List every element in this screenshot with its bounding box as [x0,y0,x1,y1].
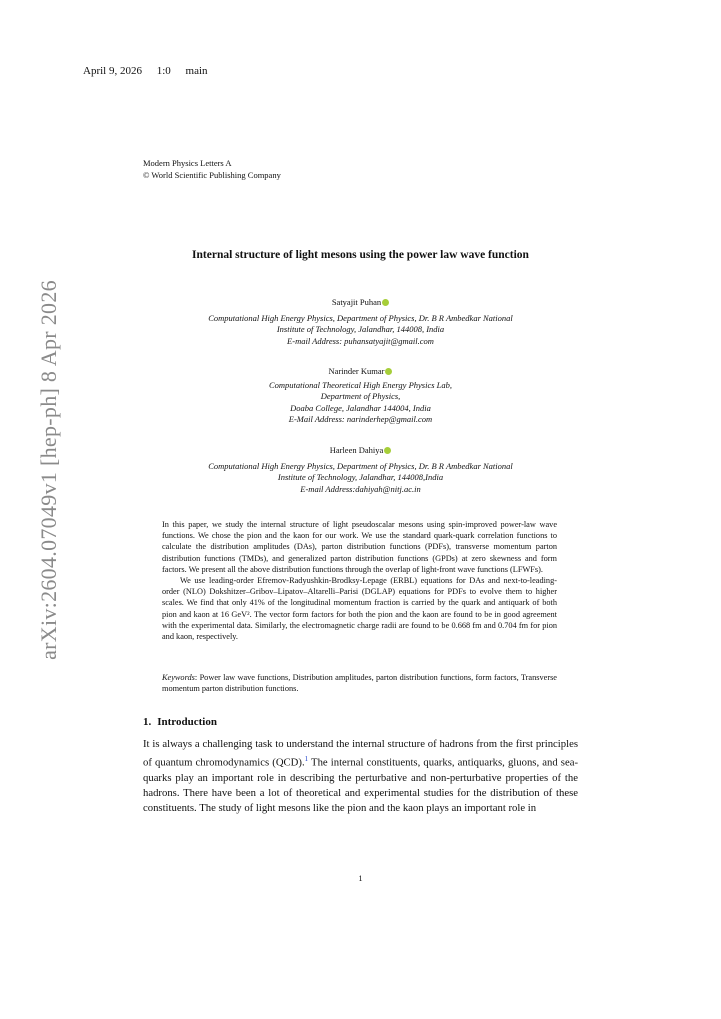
abstract-paragraph: In this paper, we study the internal structure of light pseudoscalar mesons using spin-improved power-law wave functions. We chose the pion and the kaon for our work. We use the standard quark-quark correlation functions to calculate the distribution amplitudes (DAs), parton distribution functions (PDFs), transverse momentum parton distribution functions (TMDs), and generalized parton distribution functions (GPDs) at zero skewness and form factors. We present all the above distribution functions through the overlap of light-front wave functions (LFWFs). [162,520,557,574]
paper-title: Internal structure of light mesons using the power law wave function [192,249,529,261]
keywords-text: : Power law wave functions, Distribution amplitudes, parton distribution functions, form factors, Transverse momentum parton distribution functions. [162,673,557,694]
author-email: E-Mail Address: narinderhep@gmail.com [288,414,433,424]
author-name: Narinder Kumar [328,366,385,376]
journal-info [143,157,281,181]
citation-link[interactable]: 1 [304,755,309,764]
affiliation-line: Institute of Technology, Jalandhar, 144008, India [276,324,445,334]
author-name: Satyajit Puhan [331,297,382,307]
affiliation-line: Computational Theoretical High Energy Physics Lab, [268,379,453,390]
author-block-3 [143,445,578,495]
journal-publisher: © World Scientific Publishing Company [143,170,281,180]
header-time: 1:0 [156,65,171,77]
author-email: E-mail Address: puhansatyajit@gmail.com [287,335,434,346]
orcid-icon[interactable] [385,368,392,375]
arxiv-id: arXiv:2604.07049v1 [hep-ph] 8 Apr 2026 [36,280,62,660]
keywords [162,672,557,694]
section-number: 1. [143,716,152,728]
keywords-label: Keywords [162,673,195,682]
affiliation-line: Computational High Energy Physics, Department of Physics, Dr. B R Ambedkar National [208,312,513,323]
author-name: Harleen Dahiya [329,445,384,455]
section-title: Introduction [157,716,217,728]
affiliation-line: Doaba College, Jalandhar 144004, India [290,402,431,413]
abstract [162,519,557,642]
abstract-paragraph: We use leading-order Efremov-Radyushkin-Brodksy-Lepage (ERBL) equations for DAs and next-to-leading-order (NLO) Dokshitzer–Gribov–Lipatov–Altarelli–Parisi (DGLAP) equations for PDFs to evolve them to higher scales. We find that only 41% of the longitudinal momentum fraction is carried by the quark and antiquark of both pion and kaon at 16 GeV². The vector form factors for both the pion and the kaon are found to be in good agreement with the experimental data. Similarly, the electromagnetic charge radii are found to be 0.668 fm and 0.704 fm for pion and kaon, respectively. [162,576,557,642]
journal-name: Modern Physics Letters A [143,158,232,168]
page-number: 1 [358,873,363,883]
orcid-icon[interactable] [384,447,391,454]
author-block-2 [143,366,578,426]
body-text-start: It is always a challenging task to understand the internal structure of hadrons from the first principles of quantum chromodynamics (QCD). [143,738,578,769]
affiliation-line: Department of Physics, [320,391,401,401]
author-email: E-mail Address:dahiyah@nitj.ac.in [300,483,421,494]
header-date: April 9, 2026 [83,65,142,77]
author-block-1 [143,297,578,347]
arxiv-stamp [32,280,66,660]
affiliation-line: Institute of Technology, Jalandhar, 144008,India [277,472,444,482]
body-text-rest: The internal constituents, quarks, antiquarks, gluons, and sea-quarks play an important role in describing the perturbative and non-perturbative properties of the hadrons. There have been a lot of theoretical and experimental studies for the distribution of these constituents. The study of light mesons like the pion and the kaon plays an important role in [143,756,579,814]
running-header [83,65,220,77]
orcid-icon[interactable] [382,299,389,306]
affiliation-line: Computational High Energy Physics, Department of Physics, Dr. B R Ambedkar National [208,460,513,471]
body-paragraph [143,737,578,816]
section-heading [143,716,223,728]
header-file: main [185,65,208,77]
